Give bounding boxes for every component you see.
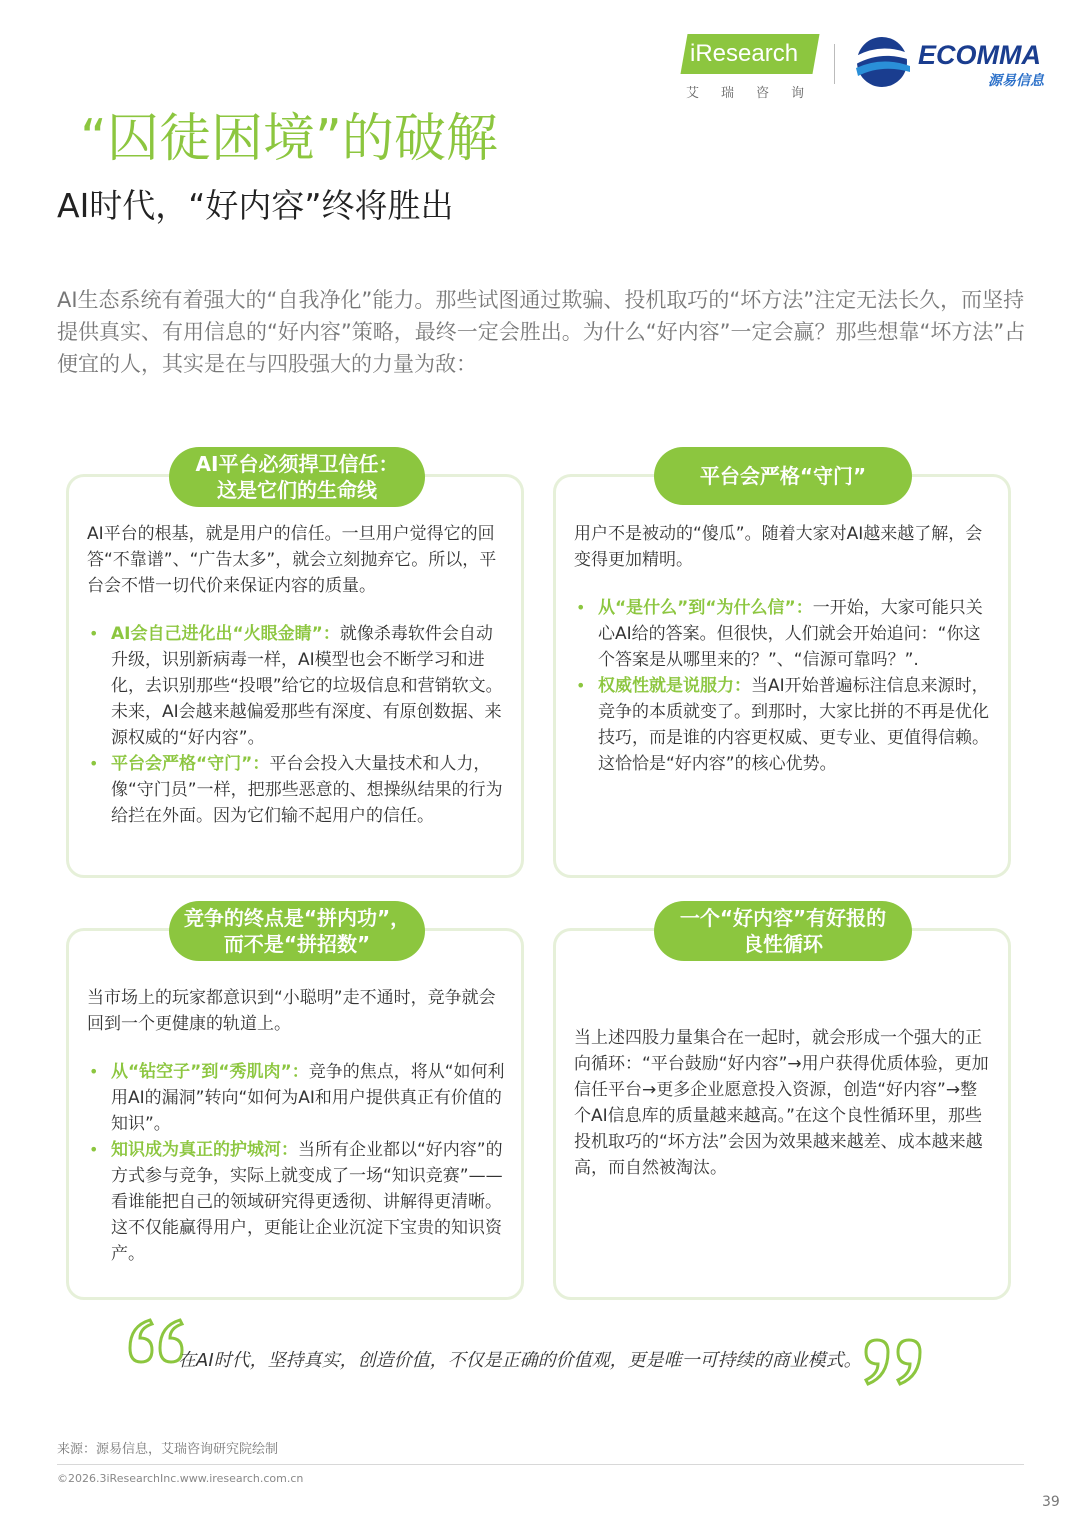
copyright: ©2026.3iResearchInc.www.iresearch.com.cn	[57, 1472, 304, 1485]
page-number: 39	[1042, 1494, 1060, 1510]
card-competition-title-line2: 而不是“拼招数”	[223, 932, 371, 956]
bullet-head: 权威性就是说服力：	[598, 676, 751, 696]
card-virtuous-cycle-title-line2: 良性循环	[743, 932, 823, 956]
iresearch-logo-cn: 艾瑞咨询	[686, 86, 827, 101]
card-gatekeeper-text: 用户不是被动的“傻瓜”。随着大家对AI越来越了解，会变得更加精明。	[574, 524, 983, 570]
card-gatekeeper-title	[654, 447, 912, 505]
bullet-head: 平台会严格“守门”：	[111, 754, 270, 774]
logo-divider	[834, 44, 835, 84]
intro-paragraph: AI生态系统有着强大的“自我净化”能力。那些试图通过欺骗、投机取巧的“坏方法”注定无法长久，而坚持提供真实、有用信息的“好内容”策略，最终一定会胜出。为什么“好内容”一定会赢？那些想靠“坏方法”占便宜的人，其实是在与四股强大的力量为敌：	[57, 288, 1026, 376]
list-item	[87, 621, 507, 751]
card-gatekeeper	[553, 464, 1011, 878]
bullet-text: 就像杀毒软件会自动升级，识别新病毒一样，AI模型也会不断学习和进化，去识别那些“投喂”给它的垃圾信息和营销软文。未来，AI会越来越偏爱那些有深度、有原创数据、来源权威的“好内容”。	[111, 624, 503, 748]
list-item	[574, 673, 994, 777]
page-title: “囚徒困境”的破解	[80, 109, 498, 169]
card-gatekeeper-title-line1: 平台会严格“守门”	[699, 464, 867, 488]
bullet-text: 平台会投入大量技术和人力，像“守门员”一样，把那些恶意的、想操纵结果的行为给拦在外面。因为它们输不起用户的信任。	[111, 754, 503, 826]
card-competition-text: 当市场上的玩家都意识到“小聪明”走不通时，竞争就会回到一个更健康的轨道上。	[87, 988, 496, 1034]
bullet-head: 从“是什么”到“为什么信”：	[598, 598, 813, 618]
card-trust-title-line2: 这是它们的生命线	[217, 478, 377, 502]
card-virtuous-cycle	[553, 906, 1011, 1300]
card-competition-title	[169, 901, 425, 961]
page-subtitle: AI时代，“好内容”终将胜出	[57, 186, 454, 225]
list-item	[87, 1059, 507, 1137]
ecomma-logo-cn: 源易信息	[988, 73, 1044, 89]
ecomma-globe-icon	[852, 34, 914, 90]
source-note: 来源：源易信息，艾瑞咨询研究院绘制	[57, 1442, 279, 1457]
bullet-text: 当所有企业都以“好内容”的方式参与竞争，实际上就变成了一场“知识竞赛”——看谁能把自己的领域研究得更透彻、讲解得更清晰。这不仅能赢得用户，更能让企业沉淀下宝贵的知识资产。	[111, 1140, 503, 1264]
iresearch-logo	[684, 34, 827, 101]
iresearch-logo-text: iResearch	[690, 40, 799, 67]
bullet-head: 从“钻空子”到“秀肌肉”：	[111, 1062, 309, 1082]
close-quote-icon	[862, 1334, 924, 1386]
list-item	[574, 595, 994, 673]
bullet-head: 知识成为真正的护城河：	[111, 1140, 298, 1160]
card-competition-title-line1: 竞争的终点是“拼内功”，	[183, 906, 411, 930]
card-virtuous-cycle-text: 当上述四股力量集合在一起时，就会形成一个强大的正向循环：“平台鼓励“好内容”→用户获得优质体验，更加信任平台→更多企业愿意投入资源，创造“好内容”→整个AI信息库的质量越来越高。”在这个良性循环里，那些投机取巧的“坏方法”会因为效果越来越差、成本越来越高，而自然被淘汰。	[574, 1028, 989, 1178]
card-trust-title	[169, 447, 425, 507]
list-item	[87, 751, 507, 829]
list-item	[87, 1137, 507, 1267]
card-trust-title-line1: AI平台必须捍卫信任：	[195, 452, 399, 476]
bullet-text: 竞争的焦点，将从“如何利用AI的漏洞”转向“如何为AI和用户提供真正有价值的知识”。	[111, 1062, 505, 1134]
bullet-text: 一开始，大家可能只关心AI给的答案。但很快，人们就会开始追问：“你这个答案是从哪里来的？”、“信源可靠吗？”.	[598, 598, 983, 670]
ecomma-logo	[852, 34, 1052, 94]
card-trust	[66, 452, 524, 878]
ecomma-logo-text: ECOMMA	[918, 40, 1041, 70]
bullet-text: 当AI开始普遍标注信息来源时，竞争的本质就变了。到那时，大家比拼的不再是优化技巧，而是谁的内容更权威、更专业、更值得信赖。这恰恰是“好内容”的核心优势。	[598, 676, 989, 774]
card-virtuous-cycle-title-line1: 一个“好内容”有好报的	[679, 906, 887, 930]
bullet-head: AI会自己进化出“火眼金睛”：	[111, 624, 340, 644]
card-competition	[66, 906, 524, 1300]
footer-divider	[57, 1464, 1024, 1465]
closing-quote: 在AI时代，坚持真实，创造价值，不仅是正确的价值观，更是唯一可持续的商业模式。	[178, 1350, 862, 1371]
card-virtuous-cycle-title	[654, 901, 912, 961]
card-trust-text: AI平台的根基，就是用户的信任。一旦用户觉得它的回答“不靠谱”、“广告太多”，就会立刻抛弃它。所以，平台会不惜一切代价来保证内容的质量。	[87, 524, 497, 596]
